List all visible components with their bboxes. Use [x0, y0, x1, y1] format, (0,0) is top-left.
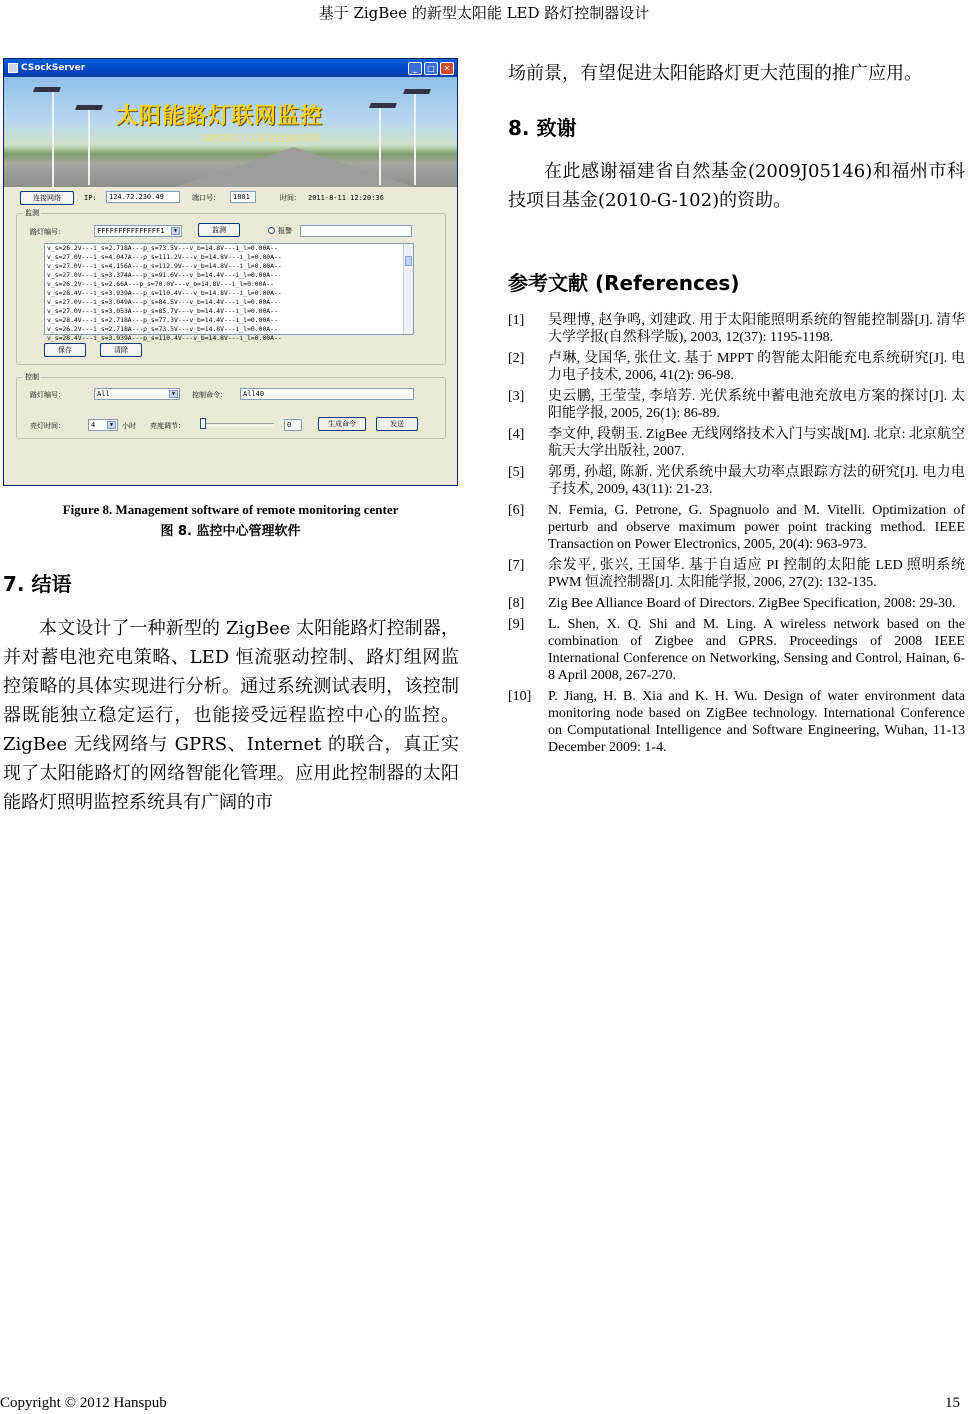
- footer-copyright: Copyright © 2012 Hanspub: [0, 1395, 167, 1411]
- on-time-value: 4: [91, 421, 96, 429]
- reference-text: L. Shen, X. Q. Shi and M. Ling. A wireless network based on the combination of Zigbee and GPRS. Proceedings of 2008 IEEE International Conference on Networking, Sensing and Control, Hainan, 6-8 April 2008, 267-270.: [548, 617, 965, 683]
- chevron-down-icon[interactable]: ▼: [169, 390, 178, 398]
- reference-text: 卢琳, 殳国华, 张仕文. 基于 MPPT 的智能太阳能充电系统研究[J]. 电力电子技术, 2006, 41(2): 96-98.: [548, 351, 965, 383]
- chevron-down-icon[interactable]: ▼: [171, 227, 180, 235]
- log-lines: [45, 244, 413, 343]
- command-label: 控制命令：: [192, 391, 227, 399]
- alarm-label: 报警: [278, 227, 292, 235]
- lamp-pole: [414, 91, 416, 185]
- solar-panel: [403, 89, 431, 94]
- reference-item: [508, 502, 965, 553]
- send-button[interactable]: 发送: [376, 417, 418, 431]
- generate-command-button[interactable]: 生成命令: [318, 417, 366, 431]
- clear-button[interactable]: 清除: [100, 343, 142, 357]
- brightness-slider[interactable]: [200, 423, 274, 426]
- brightness-label: 亮度调节：: [150, 422, 185, 430]
- chevron-down-icon[interactable]: ▼: [107, 421, 116, 429]
- monitor-log-list[interactable]: [44, 243, 414, 342]
- reference-text: 李文仲, 段朝玉. ZigBee 无线网络技术入门与实战[M]. 北京: 北京航空航天大学出版社, 2007.: [548, 427, 965, 459]
- reference-text: N. Femia, G. Petrone, G. Spagnuolo and M. Vitelli. Optimization of perturb and observe maximum power point tracking method. IEEE Transaction on Power Electronics, 2005, 20(4): 963-973.: [548, 503, 965, 552]
- log-line: v_s=27.0V---i_s=3.053A---p_s=85.7V---v_b=14.4V---i_l=0.00A--: [47, 307, 278, 315]
- control-lamp-value: All: [97, 390, 110, 398]
- log-line: v_s=26.2V---i_s=2.66A---p_s=70.0V---v_b=14.8V---i_l=0.00A--: [47, 280, 275, 288]
- reference-number: [5]: [508, 465, 525, 480]
- port-label: 端口号：: [192, 194, 220, 202]
- banner-image: [4, 77, 457, 187]
- log-line: v_s=26.2V---i_s=2.718A---p_s=73.5V---v_b=14.8V---i_l=0.00A--: [47, 325, 278, 333]
- reference-item: [508, 350, 965, 384]
- on-time-label: 亮灯时间：: [30, 422, 65, 430]
- close-icon[interactable]: ✕: [440, 62, 454, 75]
- reference-number: [3]: [508, 389, 525, 404]
- log-line: v_s=27.0V---i_s=4.047A---p_s=111.2V---v_b=14.8V---i_l=0.00A--: [47, 253, 282, 261]
- banner-subtitle: 微纳器件与太阳能电池研究所: [204, 134, 322, 144]
- solar-panel: [369, 103, 397, 108]
- reference-number: [1]: [508, 313, 525, 328]
- reference-number: [6]: [508, 503, 525, 518]
- section-8-title: 8. 致谢: [508, 116, 577, 140]
- reference-item: [508, 464, 965, 498]
- references-list: [508, 312, 965, 760]
- reference-number: [4]: [508, 427, 525, 442]
- monitor-group-title: 监测: [25, 209, 39, 217]
- figure-caption-en: Figure 8. Management software of remote monitoring center: [62, 502, 399, 517]
- road-shape: [174, 147, 414, 187]
- reference-number: [10]: [508, 689, 532, 704]
- reference-number: [9]: [508, 617, 525, 632]
- reference-text: 吴理博, 赵争鸣, 刘建政. 用于太阳能照明系统的智能控制器[J]. 清华大学学报(自然科学版), 2003, 12(37): 1195-1198.: [548, 313, 965, 345]
- control-lamp-select[interactable]: [94, 388, 180, 400]
- reference-item: [508, 616, 965, 684]
- lamp-number-select[interactable]: [94, 225, 182, 237]
- references-title: 参考文献 (References): [508, 271, 740, 295]
- alarm-radio[interactable]: [268, 227, 275, 234]
- section-7-body: 本文设计了一种新型的 ZigBee 太阳能路灯控制器，并对蓄电池充电策略、LED 恒流驱动控制、路灯组网监控策略的具体实现进行分析。通过系统测试表明，该控制器既能独立稳定运行，也能接受远程监控中心的监控。ZigBee 无线网络与 GPRS、Internet 的联合，真正实现了太阳能路灯的网络智能化管理。应用此控制器的太阳能路灯照明监控系统具有广阔的市: [3, 618, 459, 813]
- window-title: CSockServer: [21, 63, 86, 73]
- solar-panel: [75, 105, 103, 110]
- time-value: 2011-8-11 12:20:36: [308, 194, 384, 202]
- continued-paragraph: 场前景，有望促进太阳能路灯更大范围的推广应用。: [508, 63, 922, 84]
- reference-item: [508, 595, 965, 612]
- lamp-pole: [88, 107, 90, 185]
- reference-text: 史云鹏, 王莹莹, 李培芳. 光伏系统中蓄电池充放电方案的探讨[J]. 太阳能学报, 2005, 26(1): 86-89.: [548, 389, 965, 421]
- brightness-field[interactable]: 0: [284, 419, 302, 431]
- reference-text: Zig Bee Alliance Board of Directors. ZigBee Specification, 2008: 29-30.: [548, 596, 956, 611]
- brightness-slider-thumb[interactable]: [200, 418, 206, 429]
- command-field[interactable]: All40: [240, 388, 414, 400]
- reference-text: 余发平, 张兴, 王国华. 基于自适应 PI 控制的太阳能 LED 照明系统 PWM 恒流控制器[J]. 太阳能学报, 2006, 27(2): 132-135.: [548, 558, 965, 590]
- figure-caption-zh: 图 8. 监控中心管理软件: [160, 524, 301, 539]
- reference-text: 郭勇, 孙超, 陈新. 光伏系统中最大功率点跟踪方法的研究[J]. 电力电子技术, 2009, 43(11): 21-23.: [548, 465, 965, 497]
- running-head: 基于 ZigBee 的新型太阳能 LED 路灯控制器设计: [318, 4, 650, 22]
- reference-text: P. Jiang, H. B. Xia and K. H. Wu. Design of water environment data monitoring node based on ZigBee technology. International Conference on Computational Intelligence and Software Engineering, Wuhan, 11-13 December 2009: 1-4.: [548, 689, 965, 755]
- port-field[interactable]: 1001: [230, 191, 256, 203]
- control-group-title: 控制: [25, 373, 39, 381]
- page-number: 15: [945, 1395, 960, 1411]
- hour-unit: 小时: [122, 422, 136, 430]
- section-8-body: 在此感谢福建省自然基金(2009J05146)和福州市科技项目基金(2010-G-102)的资助。: [508, 161, 965, 211]
- log-line: v_s=28.4V---i_s=2.718A---p_s=77.3V---v_b=14.4V---i_l=0.00A--: [47, 316, 278, 324]
- control-lamp-label: 路灯编号：: [30, 391, 65, 399]
- lamp-pole: [52, 89, 54, 187]
- solar-panel: [33, 87, 61, 92]
- log-line: v_s=27.0V---i_s=3.374A---p_s=91.6V---v_b=14.4V---i_l=0.00A--: [47, 271, 278, 279]
- software-window: [3, 58, 458, 486]
- reference-item: [508, 426, 965, 460]
- on-time-select[interactable]: [88, 419, 118, 431]
- lamp-number-value: FFFFFFFFFFFFFFF1: [97, 227, 165, 235]
- maximize-icon[interactable]: □: [424, 62, 438, 75]
- log-line: v_s=26.2V---i_s=2.718A---p_s=73.5V---v_b=14.8V---i_l=0.00A--: [47, 244, 278, 252]
- reference-number: [8]: [508, 596, 525, 611]
- reference-item: [508, 688, 965, 756]
- save-button[interactable]: 保存: [44, 343, 86, 357]
- scroll-thumb[interactable]: [405, 256, 412, 266]
- log-line: v_s=27.0V---i_s=4.156A---p_s=112.9V---v_b=14.8V---i_l=0.00A--: [47, 262, 282, 270]
- minimize-icon[interactable]: _: [408, 62, 422, 75]
- banner-title: 太阳能路灯联网监控: [116, 104, 324, 129]
- ip-field[interactable]: 124.72.230.49: [106, 191, 180, 203]
- connect-button[interactable]: 连接网络: [20, 191, 74, 205]
- log-line: v_s=28.4V---i_s=3.939A---p_s=110.4V---v_b=14.8V---i_l=0.00A--: [47, 289, 282, 297]
- window-titlebar: [4, 59, 457, 77]
- scrollbar[interactable]: [403, 244, 413, 334]
- reference-item: [508, 312, 965, 346]
- ip-label: IP:: [84, 194, 97, 202]
- section-7-title: 7. 结语: [3, 572, 72, 596]
- reference-number: [2]: [508, 351, 525, 366]
- reference-item: [508, 388, 965, 422]
- alarm-field[interactable]: [300, 225, 412, 237]
- lamp-number-label: 路灯编号：: [30, 228, 65, 236]
- lamp-pole: [379, 105, 381, 185]
- reference-number: [7]: [508, 558, 525, 573]
- reference-item: [508, 557, 965, 591]
- app-icon: [8, 63, 18, 73]
- log-line: v_s=28.4V---i_s=3.939A---p_s=110.4V---v_b=14.8V---i_l=0.00A--: [47, 334, 282, 342]
- detect-button[interactable]: 监测: [198, 223, 240, 237]
- time-label: 时间：: [280, 194, 301, 202]
- log-line: v_s=27.0V---i_s=3.049A---p_s=84.5V---v_b=14.4V---i_l=0.00A--: [47, 298, 278, 306]
